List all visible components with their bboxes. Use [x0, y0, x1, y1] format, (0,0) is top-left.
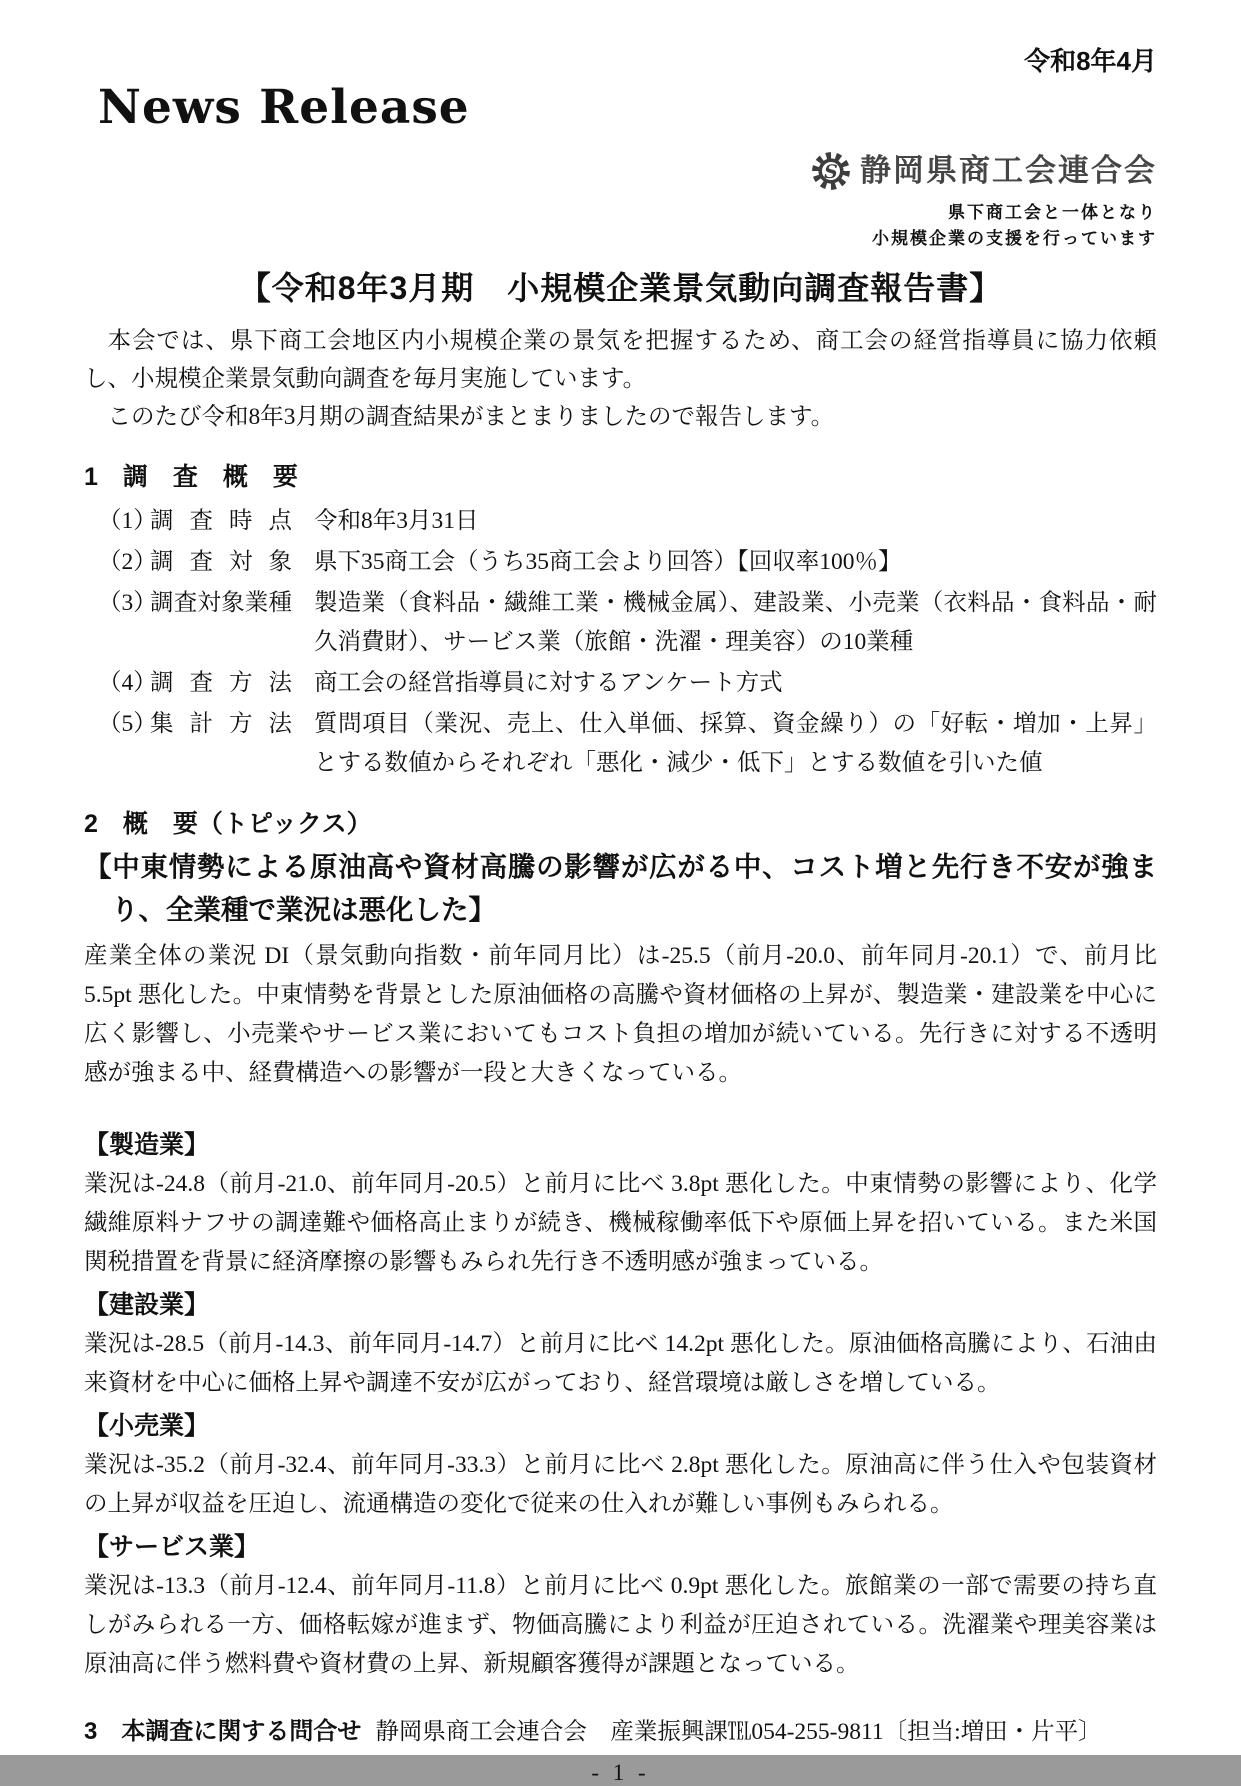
page-number: - 1 -	[591, 1760, 650, 1785]
org-logo-row	[84, 150, 1157, 192]
survey-item-value: 質問項目（業況、売上、仕入単価、採算、資金繰り）の「好転・増加・上昇」とする数値からそれぞれ「悪化・減少・低下」とする数値を引いた値	[314, 711, 1157, 776]
section-2-heading: 2 概 要（トピックス）	[84, 810, 372, 838]
org-tagline	[84, 200, 1157, 252]
survey-item-value: 商工会の経営指導員に対するアンケート方式	[314, 670, 783, 696]
gear-s-logo-icon	[810, 150, 852, 192]
survey-item-label: 調査対象	[150, 549, 292, 575]
survey-item-tabulation	[84, 705, 1157, 783]
industry-section-service	[84, 1529, 1157, 1684]
industry-section-retail	[84, 1408, 1157, 1524]
org-tagline-line1: 県下商工会と一体となり	[948, 203, 1157, 222]
org-tagline-line2: 小規模企業の支援を行っています	[872, 229, 1157, 248]
survey-item-label: 集計方法	[150, 711, 292, 737]
document-title: 【令和8年3月期 小規模企業景気動向調査報告書】	[238, 270, 1003, 306]
logo-letter: S	[824, 160, 838, 183]
survey-item-number: （4）	[98, 670, 157, 696]
topic-headline: 【中東情勢による原油高や資材高騰の影響が広がる中、コスト増と先行き不安が強まり、全業種で業況は悪化した】	[84, 851, 1157, 925]
industry-heading: 【小売業】	[84, 1412, 210, 1440]
org-name: 静岡県商工会連合会	[860, 153, 1157, 188]
industry-body: 業況は-13.3（前月-12.4、前年同月-11.8）と前月に比べ 0.9pt 悪化した。旅館業の一部で需要の持ち直しがみられる一方、価格転嫁が進まず、物価高騰により利益が圧迫されている。洗濯業や理美容業は原油高に伴う燃料費や資材費の上昇、新規顧客獲得が課題となっている。	[84, 1573, 1157, 1677]
section-1-heading: 1 調 査 概 要	[84, 463, 298, 491]
survey-item-label: 調査時点	[150, 508, 292, 534]
survey-item-label: 調査方法	[150, 670, 292, 696]
contact-heading: 3 本調査に関する問合せ	[84, 1718, 362, 1745]
survey-overview-list	[84, 502, 1157, 783]
survey-item-target	[84, 543, 1157, 582]
industry-heading: 【建設業】	[84, 1291, 210, 1319]
industry-section-construction	[84, 1287, 1157, 1403]
survey-item-time	[84, 502, 1157, 541]
intro-paragraph-1: 本会では、県下商工会地区内小規模企業の景気を把握するため、商工会の経営指導員に協力依頼し、小規模企業景気動向調査を毎月実施しています。	[84, 328, 1157, 392]
survey-item-method	[84, 664, 1157, 703]
survey-item-number: （1）	[98, 508, 157, 534]
survey-item-label: 調査対象業種	[150, 590, 292, 616]
contact-info: 静岡県商工会連合会 産業振興課℡054-255-9811〔担当:増田・片平〕	[375, 1719, 1102, 1745]
survey-item-number: （3）	[98, 590, 157, 616]
contact-section	[84, 1714, 1157, 1750]
industry-body: 業況は-24.8（前月-21.0、前年同月-20.5）と前月に比べ 3.8pt 悪化した。中東情勢の影響により、化学繊維原料ナフサの調達難や価格高止まりが続き、機械稼働率低下や原価上昇を招いている。また米国関税措置を背景に経済摩擦の影響もみられ先行き不透明感が強まっている。	[84, 1171, 1157, 1275]
survey-item-value: 令和8年3月31日	[314, 508, 479, 534]
survey-item-number: （2）	[98, 549, 157, 575]
survey-item-value: 製造業（食料品・繊維工業・機械金属）、建設業、小売業（衣料品・食料品・耐久消費財）、サービス業（旅館・洗濯・理美容）の10業種	[314, 590, 1157, 655]
news-release-wordmark: News Release	[98, 80, 470, 135]
industry-body: 業況は-35.2（前月-32.4、前年同月-33.3）と前月に比べ 2.8pt 悪化した。原油高に伴う仕入や包装資材の上昇が収益を圧迫し、流通構造の変化で従来の仕入れが難しい事例もみられる。	[84, 1452, 1157, 1517]
industry-heading: 【サービス業】	[84, 1533, 260, 1561]
survey-item-value: 県下35商工会（うち35商工会より回答）【回収率100％】	[314, 549, 902, 575]
overall-di-paragraph: 産業全体の業況 DI（景気動向指数・前年同月比）は-25.5（前月-20.0、前年同月-20.1）で、前月比 5.5pt 悪化した。中東情勢を背景とした原油価格の高騰や資材価格の上昇が、製造業・建設業を中心に広く影響し、小売業やサービス業においてもコスト負担の増加が続いている。先行きに対する不透明感が強まる中、経費構造への影響が一段と大きくなっている。	[84, 943, 1157, 1086]
survey-item-industries	[84, 584, 1157, 662]
survey-item-number: （5）	[98, 711, 157, 737]
industry-heading: 【製造業】	[84, 1131, 210, 1159]
issue-date: 令和8年4月	[1024, 46, 1157, 76]
industry-body: 業況は-28.5（前月-14.3、前年同月-14.7）と前月に比べ 14.2pt 悪化した。原油価格高騰により、石油由来資材を中心に価格上昇や調達不安が広がっており、経営環境は厳しさを増している。	[84, 1331, 1157, 1396]
intro-paragraph-2: このたび令和8年3月期の調査結果がまとまりましたので報告します。	[107, 404, 835, 430]
industry-section-manufacturing	[84, 1127, 1157, 1282]
